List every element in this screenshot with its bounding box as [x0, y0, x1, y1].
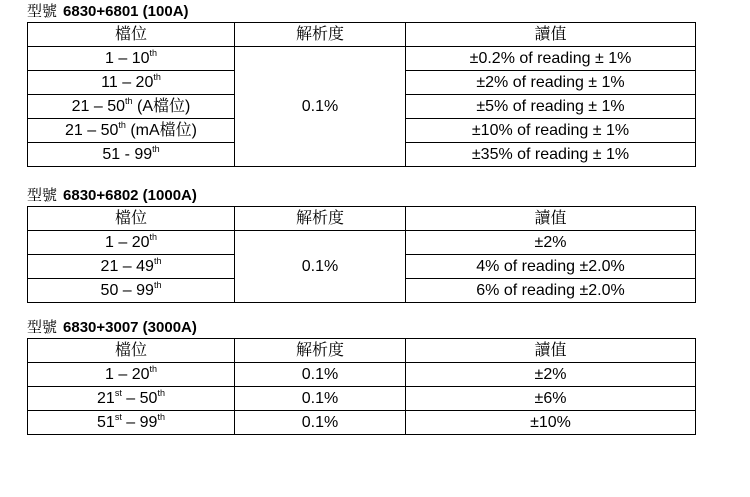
spec-table-6801: [27, 22, 696, 167]
reading-cell: ±6%: [406, 387, 696, 411]
range-suffix: (mA檔位): [125, 122, 197, 139]
range-cell: [28, 71, 235, 95]
range-cell: [28, 231, 235, 255]
range-cell: [28, 387, 235, 411]
reading-cell: 4% of reading ±2.0%: [406, 255, 696, 279]
range-end: – 50: [121, 390, 158, 407]
header-reading: 讀值: [406, 339, 696, 363]
reading-cell: ±2%: [406, 231, 696, 255]
reading-cell: ±0.2% of reading ± 1%: [406, 47, 696, 71]
range-start-sup: st: [114, 411, 122, 422]
range-sup: th: [152, 143, 160, 154]
range-end-sup: th: [157, 411, 165, 422]
range-text: 21 – 50: [71, 98, 126, 115]
table-row: [28, 363, 696, 387]
range-cell: [28, 279, 235, 303]
range-sup: th: [153, 71, 161, 82]
reading-cell: ±10% of reading ± 1%: [406, 119, 696, 143]
resolution-cell: 0.1%: [235, 231, 406, 303]
range-cell: [28, 143, 235, 167]
range-text: 51 - 99: [102, 146, 153, 163]
range-start-sup: st: [114, 387, 122, 398]
section-6801: [27, 2, 695, 167]
range-sup: th: [153, 255, 162, 266]
header-range: 檔位: [28, 207, 235, 231]
title-prefix: 型號: [27, 319, 58, 336]
model-name: 6830+3007 (3000A): [63, 319, 197, 336]
range-end: – 99: [121, 414, 158, 431]
table-row: [28, 411, 696, 435]
title-prefix: 型號: [27, 3, 58, 20]
range-cell: [28, 363, 235, 387]
range-cell: [28, 255, 235, 279]
model-name: 6830+6801 (100A): [63, 3, 189, 20]
title-prefix: 型號: [27, 187, 58, 204]
header-row: [28, 23, 696, 47]
range-text: 21 – 50: [64, 122, 119, 139]
header-reading: 讀值: [406, 23, 696, 47]
range-sup: th: [153, 279, 162, 290]
spec-table-3007: [27, 338, 696, 435]
table-title: [27, 186, 695, 206]
resolution-cell: 0.1%: [235, 387, 406, 411]
range-text: 21 – 49: [100, 258, 154, 275]
range-start: 1 – 20: [105, 366, 150, 383]
header-resolution: 解析度: [235, 23, 406, 47]
range-start-sup: th: [149, 363, 157, 374]
section-6802: [27, 186, 695, 303]
range-sup: th: [125, 95, 133, 106]
section-3007: [27, 318, 695, 435]
resolution-cell: 0.1%: [235, 47, 406, 167]
reading-cell: ±10%: [406, 411, 696, 435]
table-row: [28, 231, 696, 255]
table-row: [28, 387, 696, 411]
header-resolution: 解析度: [235, 339, 406, 363]
spec-table-6802: [27, 206, 696, 303]
range-start: 51: [97, 414, 115, 431]
table-title: [27, 2, 695, 22]
range-sup: th: [149, 47, 157, 58]
range-text: 11 – 20: [101, 74, 154, 91]
range-text: 1 – 20: [105, 234, 150, 251]
table-row: [28, 47, 696, 71]
header-reading: 讀值: [406, 207, 696, 231]
header-range: 檔位: [28, 23, 235, 47]
header-range: 檔位: [28, 339, 235, 363]
reading-cell: ±5% of reading ± 1%: [406, 95, 696, 119]
header-row: [28, 207, 696, 231]
range-text: 1 – 10: [105, 50, 150, 67]
reading-cell: ±2%: [406, 363, 696, 387]
range-cell: [28, 119, 235, 143]
range-suffix: (A檔位): [132, 98, 191, 115]
range-cell: [28, 95, 235, 119]
reading-cell: ±2% of reading ± 1%: [406, 71, 696, 95]
header-row: [28, 339, 696, 363]
table-title: [27, 318, 695, 338]
resolution-cell: 0.1%: [235, 411, 406, 435]
model-name: 6830+6802 (1000A): [63, 187, 197, 204]
header-resolution: 解析度: [235, 207, 406, 231]
range-text: 50 – 99: [100, 282, 154, 299]
range-start: 21: [97, 390, 115, 407]
reading-cell: ±35% of reading ± 1%: [406, 143, 696, 167]
range-sup: th: [118, 119, 126, 130]
range-cell: [28, 47, 235, 71]
range-sup: th: [149, 231, 157, 242]
reading-cell: 6% of reading ±2.0%: [406, 279, 696, 303]
range-cell: [28, 411, 235, 435]
resolution-cell: 0.1%: [235, 363, 406, 387]
range-end-sup: th: [157, 387, 165, 398]
